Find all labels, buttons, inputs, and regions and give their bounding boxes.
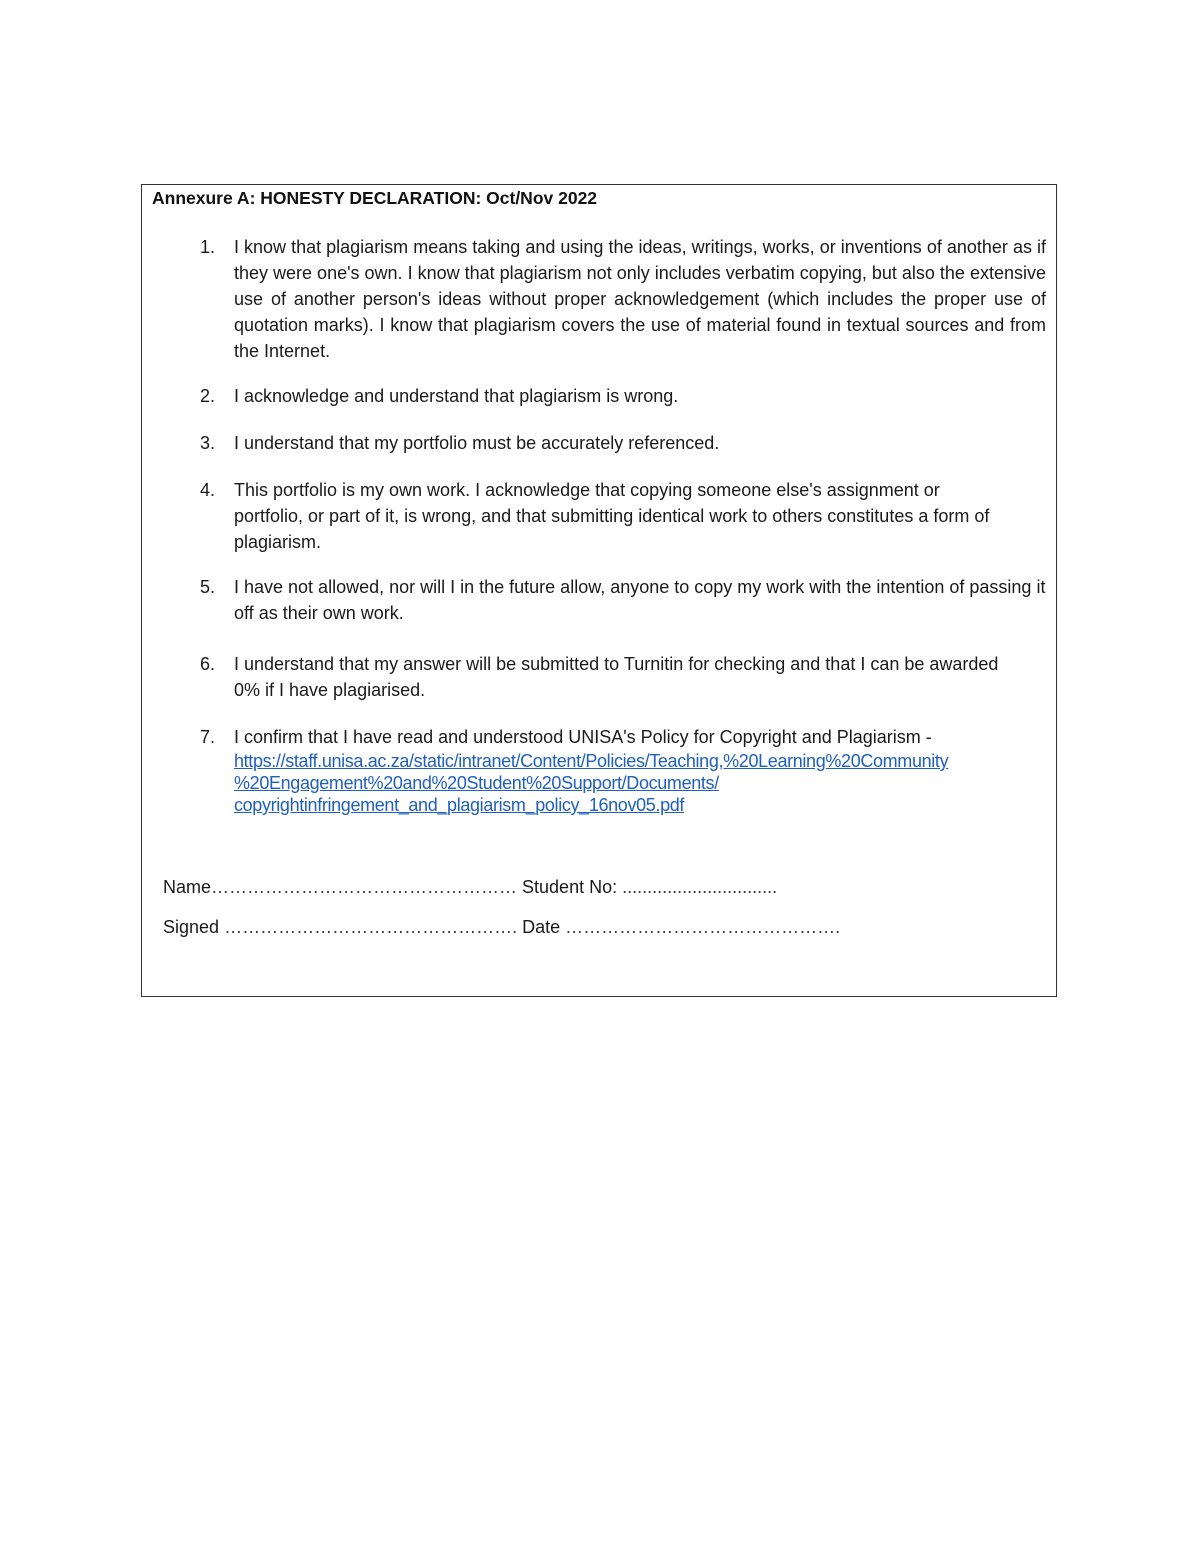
policy-link-line-1[interactable]: https://staff.unisa.ac.za/static/intranet/Content/Policies/Teaching,%20Learning%20Community (234, 751, 949, 771)
declaration-item-6 (200, 651, 1046, 703)
item-number: 5. (200, 577, 216, 597)
item-text: I know that plagiarism means taking and using the ideas, writings, works, or inventions of another as if they were one's own. I know that plagiarism not only includes verbatim copying, but also the extensive use of another person's ideas without proper acknowledgement (which includes the proper use of quotation marks). I know that plagiarism covers the use of material found in textual sources and from the Internet. (234, 237, 1046, 361)
item-text: I understand that my answer will be submitted to Turnitin for checking and that I can be awarded 0% if I have plagiarised. (234, 654, 999, 700)
item-number: 7. (200, 727, 216, 747)
item-number: 4. (200, 480, 216, 500)
declaration-item-3 (200, 430, 1046, 456)
declaration-item-2 (200, 383, 1046, 409)
item-text-block (234, 724, 1050, 816)
signed-field[interactable]: …………………………………………. (224, 917, 518, 937)
name-field[interactable]: …………………………………………… (211, 877, 518, 897)
signed-date-line (163, 917, 840, 938)
declaration-box (141, 184, 1057, 997)
date-field[interactable]: ………………………………………. (565, 917, 841, 937)
item-number: 6. (200, 654, 216, 674)
item-text: I have not allowed, nor will I in the future allow, anyone to copy my work with the intention of passing it off as their own work. (234, 577, 1046, 623)
item-number: 2. (200, 386, 216, 406)
student-no-label: Student No: (522, 877, 618, 897)
declaration-item-4 (200, 477, 1046, 555)
student-no-field[interactable]: ............................... (622, 877, 778, 897)
declaration-title: Annexure A: HONESTY DECLARATION: Oct/Nov 2022 (152, 188, 598, 208)
policy-link-line-2[interactable]: %20Engagement%20and%20Student%20Support/Documents/ (234, 773, 719, 793)
declaration-item-1 (200, 234, 1046, 364)
item-text: This portfolio is my own work. I acknowledge that copying someone else's assignment or portfolio, or part of it, is wrong, and that submitting identical work to others constitutes a form of plagiarism. (234, 480, 990, 552)
name-label: Name (163, 877, 212, 897)
policy-link-line-3[interactable]: copyrightinfringement_and_plagiarism_policy_16nov05.pdf (234, 795, 685, 815)
item-text: I confirm that I have read and understood UNISA's Policy for Copyright and Plagiarism - (234, 727, 932, 747)
name-student-line (163, 877, 777, 898)
item-number: 3. (200, 433, 216, 453)
declaration-item-5 (200, 574, 1046, 626)
signed-label: Signed (163, 917, 220, 937)
date-label: Date (522, 917, 561, 937)
item-number: 1. (200, 237, 216, 257)
item-text: I understand that my portfolio must be accurately referenced. (234, 433, 720, 453)
declaration-item-7 (200, 724, 1050, 818)
item-text: I acknowledge and understand that plagiarism is wrong. (234, 386, 679, 406)
